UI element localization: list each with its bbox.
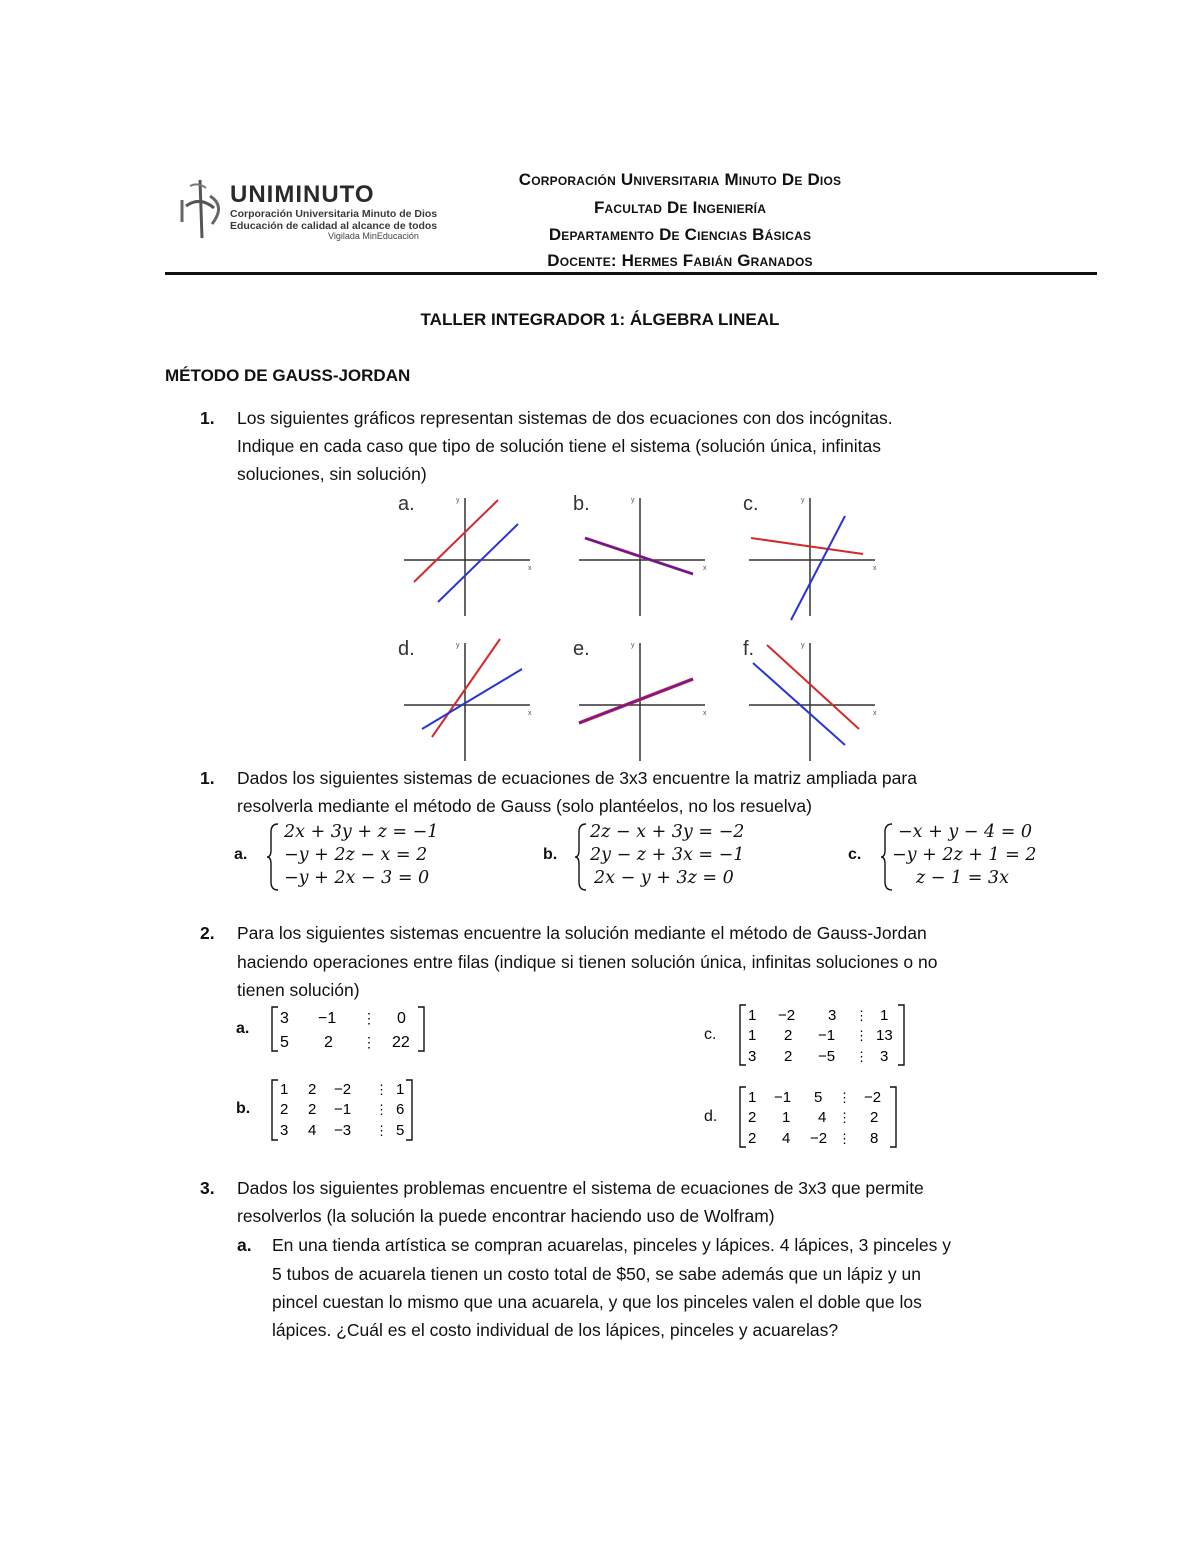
right-bracket — [418, 1007, 424, 1051]
svg-text:13: 13 — [876, 1027, 893, 1044]
question-4a-line: En una tienda artística se compran acuarelas, pinceles y lápices. 4 lápices, 3 pinceles y — [272, 1235, 951, 1255]
faculty-name: Facultad De Ingeniería — [593, 198, 767, 217]
svg-text:4: 4 — [818, 1109, 827, 1126]
svg-text:x: x — [703, 710, 707, 717]
svg-text:0: 0 — [397, 1010, 406, 1027]
svg-text:⋮: ⋮ — [838, 1110, 851, 1125]
department-name: Departamento De Ciencias Básicas — [548, 225, 812, 244]
svg-text:2: 2 — [748, 1109, 757, 1126]
system-c-label: c. — [848, 846, 862, 863]
institution-name: Corporación Universitaria Minuto De Dios — [518, 170, 842, 189]
svg-text:x: x — [873, 710, 877, 717]
svg-text:2: 2 — [748, 1130, 757, 1147]
uniminuto-logo — [180, 178, 438, 241]
svg-text:−1: −1 — [818, 1027, 836, 1044]
question-2-line: Dados los siguientes sistemas de ecuaciones de 3x3 encuentre la matriz ampliada para — [237, 768, 917, 788]
svg-text:⋮: ⋮ — [855, 1028, 868, 1043]
svg-text:⋮: ⋮ — [375, 1102, 388, 1117]
svg-text:b.: b. — [573, 493, 590, 515]
svg-text:−2: −2 — [334, 1081, 352, 1098]
matrix-c — [738, 1003, 910, 1067]
logo-line-3: Vigilada MinEducación — [328, 231, 419, 241]
logo-wordmark: UNIMINUTO — [230, 181, 375, 208]
svg-text:f.: f. — [743, 638, 755, 660]
svg-text:8: 8 — [870, 1130, 879, 1147]
svg-text:1: 1 — [748, 1027, 757, 1044]
system-c-eq-3: z − 1 = 3x — [916, 868, 1009, 888]
matrix-a-label: a. — [236, 1020, 250, 1037]
left-brace-icon — [574, 822, 590, 892]
svg-text:x: x — [528, 565, 532, 572]
svg-text:1: 1 — [280, 1081, 289, 1098]
svg-text:x: x — [703, 565, 707, 572]
question-4a-label: a. — [237, 1235, 252, 1255]
blue-line — [791, 516, 845, 620]
svg-text:2: 2 — [784, 1027, 793, 1044]
matrix-c-label: c. — [704, 1026, 717, 1043]
svg-text:2: 2 — [308, 1081, 317, 1098]
teacher-name: Docente: Hermes Fabián Granados — [547, 251, 813, 270]
svg-text:−2: −2 — [864, 1089, 882, 1106]
system-b-eq-2: 2y − z + 3x = −1 — [590, 845, 745, 865]
svg-text:d.: d. — [398, 638, 415, 660]
svg-text:1: 1 — [748, 1089, 757, 1106]
graph-d — [398, 638, 532, 761]
svg-text:y: y — [801, 497, 805, 504]
matrix-d-label: d. — [704, 1108, 718, 1125]
graph-a — [398, 493, 532, 616]
svg-text:⋮: ⋮ — [838, 1090, 851, 1105]
system-c-eq-2: −y + 2z + 1 = 2 — [892, 845, 1037, 865]
left-bracket — [272, 1007, 278, 1051]
graph-c — [743, 493, 877, 620]
svg-text:2: 2 — [870, 1109, 879, 1126]
svg-text:22: 22 — [392, 1034, 410, 1051]
question-3-line: tienen solución) — [237, 980, 360, 1000]
matrix-d — [738, 1085, 902, 1149]
svg-text:−1: −1 — [334, 1101, 352, 1118]
svg-text:y: y — [456, 642, 460, 649]
system-a-label: a. — [234, 846, 248, 863]
svg-text:2: 2 — [324, 1034, 333, 1051]
graph-label: a. — [398, 493, 415, 515]
svg-text:⋮: ⋮ — [838, 1131, 851, 1146]
svg-text:4: 4 — [308, 1122, 317, 1139]
red-line — [751, 538, 863, 554]
svg-text:5: 5 — [280, 1034, 289, 1051]
svg-text:e.: e. — [573, 638, 590, 660]
svg-text:x: x — [528, 710, 532, 717]
svg-text:−2: −2 — [778, 1007, 796, 1024]
svg-text:5: 5 — [814, 1089, 823, 1106]
svg-text:−1: −1 — [318, 1010, 337, 1027]
svg-text:2: 2 — [784, 1048, 793, 1065]
svg-text:⋮: ⋮ — [855, 1008, 868, 1023]
svg-text:3: 3 — [280, 1010, 289, 1027]
svg-text:3: 3 — [828, 1007, 837, 1024]
svg-text:1: 1 — [748, 1007, 757, 1024]
question-4-line: resolverlos (la solución la puede encontrar haciendo uso de Wolfram) — [237, 1206, 775, 1226]
system-b-eq-3: 2x − y + 3z = 0 — [594, 868, 734, 888]
svg-text:−5: −5 — [818, 1048, 836, 1065]
matrix-b-label: b. — [236, 1100, 251, 1117]
red-line — [414, 500, 498, 582]
graph-f — [743, 638, 877, 761]
svg-text:5: 5 — [396, 1122, 405, 1139]
question-4-line: Dados los siguientes problemas encuentre el sistema de ecuaciones de 3x3 que permite — [237, 1178, 924, 1198]
svg-text:⋮: ⋮ — [375, 1123, 388, 1138]
matrix-b — [270, 1078, 420, 1142]
svg-text:y: y — [631, 642, 635, 649]
question-2-number: 1. — [200, 768, 215, 788]
svg-text:1: 1 — [396, 1081, 405, 1098]
svg-text:⋮: ⋮ — [375, 1082, 388, 1097]
svg-text:3: 3 — [880, 1048, 889, 1065]
svg-text:c.: c. — [743, 493, 759, 515]
svg-text:6: 6 — [396, 1101, 405, 1118]
question-3-line: haciendo operaciones entre filas (indique si tienen solución única, infinitas soluciones o no — [237, 952, 938, 972]
svg-text:3: 3 — [748, 1048, 757, 1065]
graph-e — [573, 638, 707, 761]
blue-line — [585, 538, 693, 574]
svg-text:−1: −1 — [774, 1089, 792, 1106]
question-4a-line: lápices. ¿Cuál es el costo individual de los lápices, pinceles y acuarelas? — [272, 1320, 839, 1340]
svg-text:1: 1 — [782, 1109, 791, 1126]
question-4a-line: pincel cuestan lo mismo que una acuarela, y que los pinceles valen el doble que los — [272, 1292, 922, 1312]
system-c-eq-1: −x + y − 4 = 0 — [898, 822, 1033, 842]
question-1-line: Los siguientes gráficos representan sistemas de dos ecuaciones con dos incógnitas. — [237, 408, 893, 428]
question-2-line: resolverla mediante el método de Gauss (solo plantéelos, no los resuelva) — [237, 796, 812, 816]
blue-line — [438, 524, 518, 602]
question-1-line: soluciones, sin solución) — [237, 464, 427, 484]
matrix-a — [270, 1005, 430, 1055]
graph-b — [573, 493, 707, 616]
system-a-eq-2: −y + 2z − x = 2 — [284, 845, 428, 865]
svg-text:−3: −3 — [334, 1122, 352, 1139]
header-divider — [165, 272, 1097, 275]
svg-text:x: x — [873, 565, 877, 572]
system-a-eq-3: −y + 2x − 3 = 0 — [284, 868, 430, 888]
question-1-number: 1. — [200, 408, 215, 428]
question-3-number: 2. — [200, 923, 215, 943]
graphs-panel — [390, 488, 890, 768]
system-b-eq-1: 2z − x + 3y = −2 — [590, 822, 745, 842]
svg-text:⋮: ⋮ — [855, 1049, 868, 1064]
left-brace-icon — [266, 822, 282, 892]
svg-text:y: y — [631, 497, 635, 504]
svg-text:2: 2 — [280, 1101, 289, 1118]
system-a-eq-1: 2x + 3y + z = −1 — [284, 822, 439, 842]
question-3-line: Para los siguientes sistemas encuentre la solución mediante el método de Gauss-Jordan — [237, 923, 927, 943]
blue-line — [579, 679, 693, 723]
question-1-line: Indique en cada caso que tipo de solución tiene el sistema (solución única, infinitas — [237, 436, 882, 456]
logo-line-1: Corporación Universitaria Minuto de Dios — [230, 208, 438, 220]
question-4a-line: 5 tubos de acuarela tienen un costo total de $50, se sabe además que un lápiz y un — [272, 1264, 921, 1284]
svg-text:3: 3 — [280, 1122, 289, 1139]
document-title: TALLER INTEGRADOR 1: ÁLGEBRA LINEAL — [420, 310, 780, 329]
svg-text:4: 4 — [782, 1130, 791, 1147]
svg-text:y: y — [456, 497, 460, 504]
svg-text:1: 1 — [880, 1007, 889, 1024]
logo-line-2: Educación de calidad al alcance de todos — [230, 220, 438, 232]
section-heading: MÉTODO DE GAUSS-JORDAN — [165, 366, 411, 385]
svg-text:y: y — [801, 642, 805, 649]
svg-text:⋮: ⋮ — [362, 1010, 376, 1026]
question-4-number: 3. — [200, 1178, 215, 1198]
svg-text:−2: −2 — [810, 1130, 828, 1147]
system-b-label: b. — [543, 846, 558, 863]
svg-text:⋮: ⋮ — [362, 1034, 376, 1050]
svg-text:2: 2 — [308, 1101, 317, 1118]
logo-emblem-icon — [180, 178, 228, 240]
